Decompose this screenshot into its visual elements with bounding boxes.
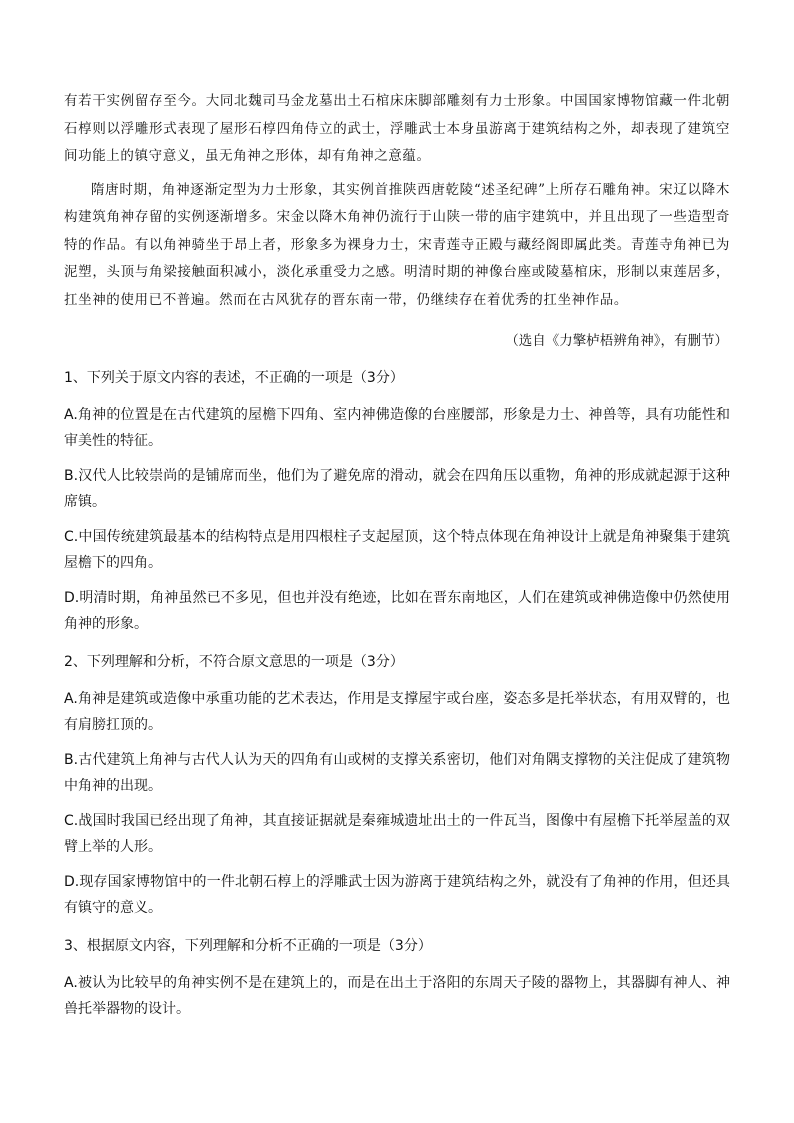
option-a: A.被认为比较早的角神实例不是在建筑上的，而是在出土于洛阳的东周天子陵的器物上，其器脚有神人、神兽托举器物的设计。: [64, 975, 730, 1017]
question-stem: 1、下列关于原文内容的表述，不正确的一项是（3分）: [64, 370, 404, 386]
option-b: B.古代建筑上角神与古代人认为天的四角有山或树的支撑关系密切，他们对角隅支撑物的关注促成了建筑物中角神的出现。: [64, 752, 730, 794]
source-citation: （选自《力擎栌梧辨角神》，有删节）: [505, 333, 728, 349]
question-stem: 2、下列理解和分析，不符合原文意思的一项是（3分）: [64, 654, 404, 670]
passage-paragraph-2: 隋唐时期，角神逐渐定型为力士形象，其实例首推陕西唐乾陵“述圣纪碑”上所存石雕角神。宋辽以降木构建筑角神存留的实例逐渐增多。宋金以降木角神仍流行于山陕一带的庙宇建筑中，并且出现了一些造型奇特的作品。有以角神骑坐于昂上者，形象多为裸身力士，宋青莲寺正殿与藏经阁即属此类。青莲寺角神已为泥塑，头顶与角梁接触面积减小，淡化承重受力之感。明清时期的神像台座或陵墓棺床，形制以束莲居多，扛坐神的使用已不普遍。然而在古风犹存的晋东南一带，仍继续存在着优秀的扛坐神作品。: [64, 181, 730, 308]
question-1: [64, 365, 730, 637]
option-d: D.明清时期，角神虽然已不多见，但也并没有绝迹，比如在晋东南地区，人们在建筑或神佛造像中仍然使用角神的形象。: [64, 590, 730, 632]
option-d: D.现存国家博物馆中的一件北朝石椁上的浮雕武士因为游离于建筑结构之外，就没有了角神的作用，但还具有镇守的意义。: [64, 874, 730, 916]
option-a: A.角神的位置是在古代建筑的屋檐下四角、室内神佛造像的台座腰部，形象是力士、神兽等，具有功能性和审美性的特征。: [64, 407, 730, 449]
option-c: C.战国时我国已经出现了角神，其直接证据就是秦雍城遗址出土的一件瓦当，图像中有屋檐下托举屋盖的双臂上举的人形。: [64, 813, 730, 855]
question-2: [64, 649, 730, 921]
option-c: C.中国传统建筑最基本的结构特点是用四根柱子支起屋顶，这个特点体现在角神设计上就是角神聚集于建筑屋檐下的四角。: [64, 529, 730, 571]
question-3: [64, 933, 730, 1022]
option-b: B.汉代人比较崇尚的是铺席而坐，他们为了避免席的滑动，就会在四角压以重物，角神的形成就起源于这种席镇。: [64, 468, 730, 510]
passage-paragraph-1: 有若干实例留存至今。大同北魏司马金龙墓出土石棺床床脚部雕刻有力士形象。中国国家博物馆藏一件北朝石椁则以浮雕形式表现了屋形石椁四角侍立的武士，浮雕武士本身虽游离于建筑结构之外，却表现了建筑空间功能上的镇守意义，虽无角神之形体，却有角神之意蕴。: [64, 93, 730, 164]
question-stem: 3、根据原文内容，下列理解和分析不正确的一项是（3分）: [64, 938, 432, 954]
option-a: A.角神是建筑或造像中承重功能的艺术表达，作用是支撑屋宇或台座，姿态多是托举状态，有用双臂的，也有肩膀扛顶的。: [64, 691, 730, 733]
